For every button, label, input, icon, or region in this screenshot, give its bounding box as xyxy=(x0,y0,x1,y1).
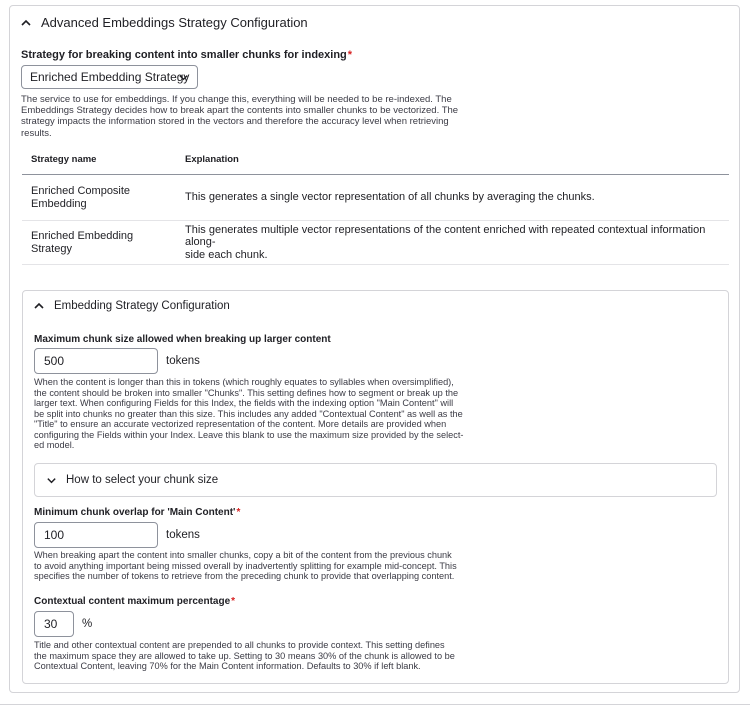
strategy-name-line: Strategy xyxy=(31,242,72,255)
embedding-strategy-summary[interactable] xyxy=(33,300,230,312)
explanation-cell xyxy=(176,175,729,221)
strategy-name-cell xyxy=(22,221,176,265)
chevron-down-icon xyxy=(178,72,189,83)
desc-line: results. xyxy=(21,127,52,139)
overlap-label-text: Minimum chunk overlap for 'Main Content' xyxy=(34,507,236,518)
divider xyxy=(0,704,750,705)
desc-line: be split into chunks no greater than this size. This includes any added "Contextual Content" as well as the xyxy=(34,408,463,419)
contextual-label-text: Contextual content maximum percentage xyxy=(34,596,231,607)
strategy-table xyxy=(22,144,729,265)
contextual-input[interactable] xyxy=(34,611,74,637)
desc-line: The service to use for embeddings. If you change this, everything will be needed to be re-indexed. The xyxy=(21,94,452,105)
how-to-select-chunk-size-details[interactable] xyxy=(34,463,717,497)
table-row xyxy=(22,175,729,221)
desc-line: ed model. xyxy=(34,440,75,450)
explanation-cell xyxy=(176,221,729,265)
desc-line: Title and other contextual content are prepended to all chunks to provide context. This setting defines xyxy=(34,640,445,650)
max-chunk-input[interactable] xyxy=(34,348,158,374)
overlap-suffix: tokens xyxy=(166,529,200,541)
strategy-name-line: Enriched Embedding xyxy=(31,230,134,242)
desc-line: to avoid anything important being missed overall by inadvertently splitting for example mid-concept. This xyxy=(34,560,457,571)
strategy-label-text: Strategy for breaking content into smaller chunks for indexing xyxy=(21,49,347,61)
column-header-strategy: Strategy name xyxy=(22,144,176,175)
overlap-description xyxy=(34,550,457,582)
max-chunk-description xyxy=(34,377,463,451)
advanced-embeddings-summary[interactable] xyxy=(20,15,308,30)
strategy-description xyxy=(21,94,458,139)
overlap-label xyxy=(34,507,240,518)
strategy-name-line: Embedding xyxy=(31,197,87,210)
required-marker: * xyxy=(236,507,241,518)
chevron-up-icon xyxy=(20,17,32,29)
strategy-label xyxy=(21,49,352,61)
desc-line: When breaking apart the content into smaller chunks, copy a bit of the content from the previous chunk xyxy=(34,550,452,560)
chevron-down-icon xyxy=(46,475,57,486)
explanation-line: This generates multiple vector representations of the content enriched with repeated contextual information along- xyxy=(185,223,706,249)
desc-line: Contextual Content, leaving 70% for the Main Content information. Defaults to 30% if left blank. xyxy=(34,661,421,671)
max-chunk-suffix: tokens xyxy=(166,355,200,367)
desc-line: configuring the Fields within your Index. Leave this blank to use the maximum size provided by the select- xyxy=(34,429,464,440)
strategy-select[interactable] xyxy=(21,65,198,89)
overlap-value: 100 xyxy=(44,528,65,542)
how-to-select-title: How to select your chunk size xyxy=(66,474,219,486)
contextual-suffix: % xyxy=(82,618,93,630)
strategy-select-value: Enriched Embedding Strategy xyxy=(30,70,190,84)
desc-line: the content should be broken into smaller "Chunks". This setting defines how to segment or break up the xyxy=(34,387,459,398)
column-header-explanation: Explanation xyxy=(176,144,729,175)
embedding-strategy-title: Embedding Strategy Configuration xyxy=(54,300,230,312)
contextual-value: 30 xyxy=(44,617,58,631)
strategy-name-line: Enriched Composite xyxy=(31,185,131,197)
table-row xyxy=(22,221,729,265)
strategy-name-cell xyxy=(22,175,176,221)
desc-line: "Title" to ensure an accurate vectorized representation of the content. More details are provided when xyxy=(34,419,447,429)
desc-line: specifies the number of tokens to retrieve from the preceding chunk to provide that overlapping content. xyxy=(34,571,455,581)
desc-line: larger text. When configuring Fields for this Index, the fields with the indexing option "Main Content" will xyxy=(34,398,454,408)
explanation-line: side each chunk. xyxy=(185,248,268,261)
desc-line: Embeddings Strategy decides how to break apart the contents into smaller chunks to be vectorized. The xyxy=(21,105,459,117)
chevron-up-icon xyxy=(33,300,45,312)
required-marker: * xyxy=(231,596,236,607)
desc-line: strategy impacts the information stored in the vectors and therefore the accuracy level when retrieving xyxy=(21,116,449,128)
contextual-description xyxy=(34,640,455,672)
desc-line: When the content is longer than this in tokens (which roughly equates to syllables when oversimplified), xyxy=(34,377,454,387)
max-chunk-label: Maximum chunk size allowed when breaking up larger content xyxy=(34,334,331,345)
table-header-row xyxy=(22,144,729,175)
desc-line: the maximum space they are allowed to take up. Setting to 30 means 30% of the chunk is allowed to be xyxy=(34,650,455,661)
overlap-input[interactable] xyxy=(34,522,158,548)
max-chunk-value: 500 xyxy=(44,354,65,368)
explanation-line: This generates a single vector representation of all chunks by averaging the chunks. xyxy=(185,191,595,204)
contextual-label xyxy=(34,596,235,607)
required-marker: * xyxy=(347,49,353,61)
advanced-embeddings-title: Advanced Embeddings Strategy Configuration xyxy=(41,15,308,30)
